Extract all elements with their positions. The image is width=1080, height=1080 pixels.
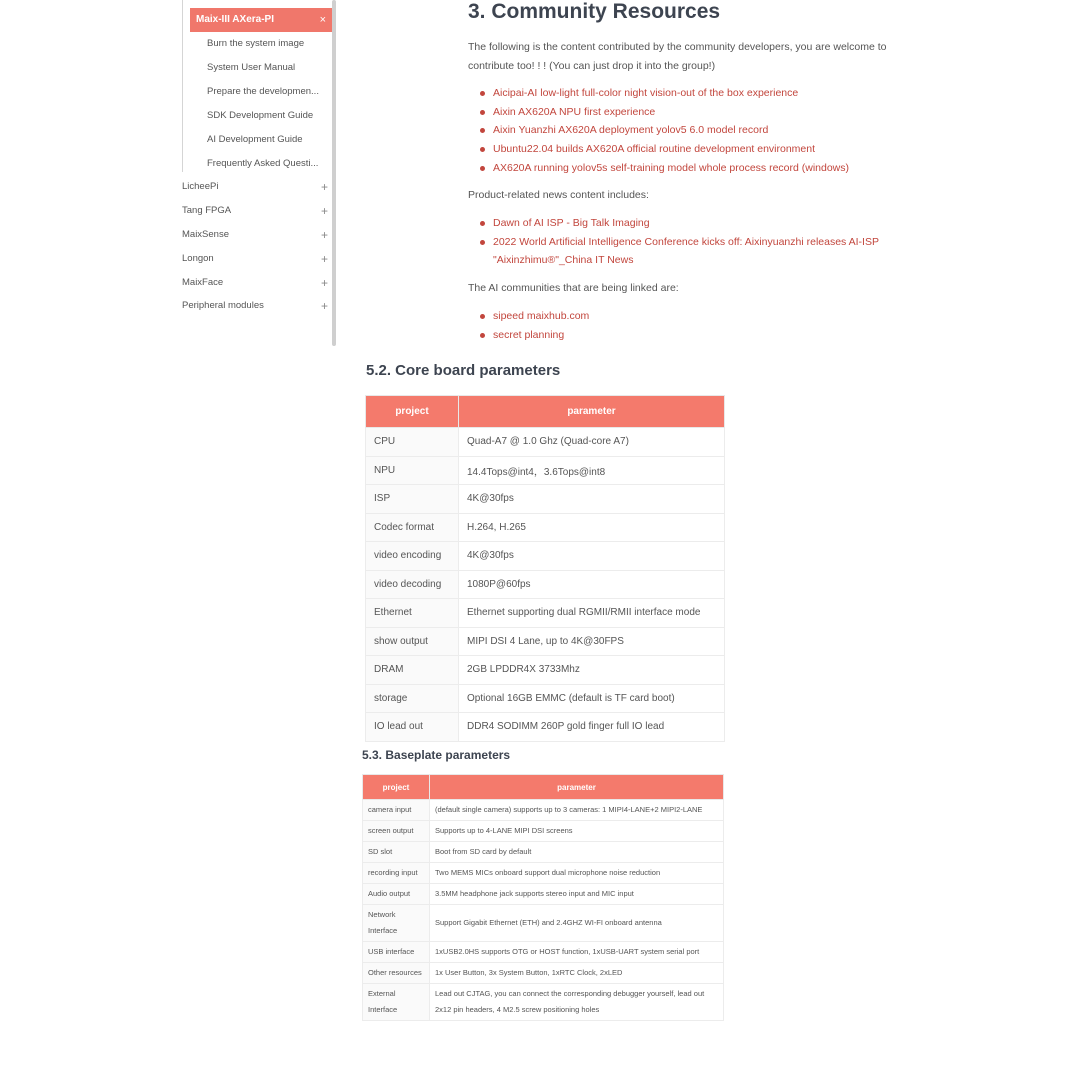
sidebar-subitem-user-manual[interactable]: System User Manual bbox=[207, 62, 296, 73]
table-cell-project: camera input bbox=[363, 800, 430, 821]
table-row bbox=[366, 542, 725, 571]
table-cell-project: Audio output bbox=[363, 884, 430, 905]
table-cell-parameter: Ethernet supporting dual RGMII/RMII interface mode bbox=[459, 599, 725, 628]
plus-icon[interactable]: + bbox=[320, 180, 328, 194]
sidebar-subitem-burn-image[interactable]: Burn the system image bbox=[207, 38, 305, 49]
sidebar-subitem-sdk-guide[interactable]: SDK Development Guide bbox=[207, 110, 314, 121]
table-row bbox=[363, 800, 724, 821]
section-title-community: 3. Community Resources bbox=[468, 0, 721, 23]
table-cell-parameter: 4K@30fps bbox=[459, 542, 725, 571]
ai-link-list bbox=[480, 307, 589, 344]
table-cell-parameter: Two MEMS MICs onboard support dual microphone noise reduction bbox=[430, 863, 724, 884]
sidebar-item-label: MaixFace bbox=[182, 277, 224, 288]
table-cell-project: USB interface bbox=[363, 942, 430, 963]
table-cell-parameter: Quad-A7 @ 1.0 Ghz (Quad-core A7) bbox=[459, 428, 725, 457]
table-cell-project: CPU bbox=[366, 428, 459, 457]
sidebar-item-maix-iii-axera-pi[interactable] bbox=[190, 8, 332, 32]
table-cell-project: ISP bbox=[366, 485, 459, 514]
table-cell-parameter: Support Gigabit Ethernet (ETH) and 2.4GHZ WI-FI onboard antenna bbox=[430, 905, 724, 942]
section-title-core-board: 5.2. Core board parameters bbox=[366, 362, 561, 379]
table-cell-parameter: Lead out CJTAG, you can connect the corresponding debugger yourself, lead out 2x12 pin headers, 4 M2.5 screw positioning holes bbox=[430, 984, 724, 1021]
table-cell-project: Codec format bbox=[366, 513, 459, 542]
column-header: parameter bbox=[459, 396, 725, 428]
plus-icon[interactable]: + bbox=[320, 299, 328, 313]
table-cell-project: screen output bbox=[363, 821, 430, 842]
table-row bbox=[366, 570, 725, 599]
table-cell-parameter: 1xUSB2.0HS supports OTG or HOST function, 1xUSB-UART system serial port bbox=[430, 942, 724, 963]
sidebar-item-peripheral-modules[interactable] bbox=[182, 300, 328, 311]
table-cell-parameter: Optional 16GB EMMC (default is TF card boot) bbox=[459, 684, 725, 713]
news-link-list bbox=[480, 214, 879, 270]
news-intro: Product-related news content includes: bbox=[468, 189, 649, 201]
ai-intro: The AI communities that are being linked are: bbox=[468, 282, 679, 294]
baseplate-table bbox=[362, 774, 724, 1021]
table-cell-parameter: H.264, H.265 bbox=[459, 513, 725, 542]
intro-line: The following is the content contributed by the community developers, you are welcome to bbox=[468, 41, 887, 53]
table-cell-parameter: 4K@30fps bbox=[459, 485, 725, 514]
table-row bbox=[363, 963, 724, 984]
table-cell-project: Network Interface bbox=[363, 905, 430, 942]
table-cell-parameter: 1080P@60fps bbox=[459, 570, 725, 599]
community-link[interactable]: Aicipai-AI low-light full-color night vision-out of the box experience bbox=[480, 84, 849, 103]
sidebar-item-label: LicheePi bbox=[182, 181, 219, 192]
community-link-list bbox=[480, 84, 849, 178]
column-header: project bbox=[366, 396, 459, 428]
ai-community-link[interactable]: secret planning bbox=[480, 326, 589, 345]
table-cell-parameter: MIPI DSI 4 Lane, up to 4K@30FPS bbox=[459, 627, 725, 656]
table-row bbox=[366, 456, 725, 485]
table-cell-parameter: DDR4 SODIMM 260P gold finger full IO lead bbox=[459, 713, 725, 742]
table-header-row bbox=[366, 396, 725, 428]
column-header: project bbox=[363, 775, 430, 800]
sidebar-item-label: Peripheral modules bbox=[182, 300, 264, 311]
plus-icon[interactable]: + bbox=[320, 228, 328, 242]
sidebar-item-longon[interactable] bbox=[182, 253, 328, 264]
table-row bbox=[363, 905, 724, 942]
table-cell-parameter: (default single camera) supports up to 3 cameras: 1 MIPI4-LANE+2 MIPI2-LANE bbox=[430, 800, 724, 821]
table-row bbox=[366, 513, 725, 542]
sidebar-nav bbox=[170, 0, 336, 346]
sidebar-item-licheepi[interactable] bbox=[182, 181, 328, 192]
core-board-table bbox=[365, 395, 725, 742]
table-row bbox=[366, 599, 725, 628]
table-cell-project: SD slot bbox=[363, 842, 430, 863]
table-row bbox=[366, 656, 725, 685]
sidebar-item-maixsense[interactable] bbox=[182, 229, 328, 240]
table-row bbox=[363, 842, 724, 863]
news-link-line: "Aixinzhimu®"_China IT News bbox=[493, 254, 634, 267]
plus-icon[interactable]: + bbox=[320, 252, 328, 266]
close-icon[interactable]: × bbox=[319, 14, 326, 26]
ai-community-link[interactable]: sipeed maixhub.com bbox=[480, 307, 589, 326]
table-row bbox=[363, 984, 724, 1021]
table-cell-project: Ethernet bbox=[366, 599, 459, 628]
sidebar-item-label: Tang FPGA bbox=[182, 205, 232, 216]
community-intro bbox=[468, 38, 886, 76]
table-row bbox=[366, 684, 725, 713]
table-row bbox=[366, 713, 725, 742]
sidebar-item-tang-fpga[interactable] bbox=[182, 205, 328, 216]
table-cell-project: DRAM bbox=[366, 656, 459, 685]
sidebar-subitem-faq[interactable]: Frequently Asked Questi... bbox=[207, 158, 319, 169]
news-link-line: 2022 World Artificial Intelligence Conference kicks off: Aixinyuanzhi releases AI-ISP bbox=[493, 235, 879, 248]
table-cell-project: video encoding bbox=[366, 542, 459, 571]
table-row bbox=[363, 884, 724, 905]
sidebar-item-label: Maix-III AXera-PI bbox=[196, 14, 274, 25]
sidebar-subitem-prepare-dev[interactable]: Prepare the developmen... bbox=[207, 86, 319, 97]
sidebar-item-label: MaixSense bbox=[182, 229, 229, 240]
community-link[interactable]: Aixin AX620A NPU first experience bbox=[480, 103, 849, 122]
intro-line: contribute too! ! ! (You can just drop it into the group!) bbox=[468, 60, 716, 72]
tree-guide-line bbox=[182, 0, 183, 172]
community-link[interactable]: Ubuntu22.04 builds AX620A official routine development environment bbox=[480, 140, 849, 159]
news-link[interactable] bbox=[480, 233, 879, 270]
table-row bbox=[366, 428, 725, 457]
table-cell-parameter: 1x User Button, 3x System Button, 1xRTC Clock, 2xLED bbox=[430, 963, 724, 984]
table-cell-parameter: 3.5MM headphone jack supports stereo input and MIC input bbox=[430, 884, 724, 905]
table-header-row bbox=[363, 775, 724, 800]
sidebar-subitem-ai-guide[interactable]: AI Development Guide bbox=[207, 134, 303, 145]
table-cell-project: recording input bbox=[363, 863, 430, 884]
news-link[interactable]: Dawn of AI ISP - Big Talk Imaging bbox=[480, 214, 879, 233]
table-cell-project: video decoding bbox=[366, 570, 459, 599]
table-row bbox=[366, 627, 725, 656]
community-link[interactable]: Aixin Yuanzhi AX620A deployment yolov5 6.0 model record bbox=[480, 121, 849, 140]
sidebar-item-label: Longon bbox=[182, 253, 214, 264]
sidebar-scrollbar[interactable] bbox=[332, 0, 336, 346]
table-cell-project: show output bbox=[366, 627, 459, 656]
plus-icon[interactable]: + bbox=[320, 204, 328, 218]
table-cell-parameter: Boot from SD card by default bbox=[430, 842, 724, 863]
table-cell-project: Other resources bbox=[363, 963, 430, 984]
table-row bbox=[363, 942, 724, 963]
table-row bbox=[366, 485, 725, 514]
table-cell-project: IO lead out bbox=[366, 713, 459, 742]
table-cell-project: NPU bbox=[366, 456, 459, 485]
table-cell-project: External Interface bbox=[363, 984, 430, 1021]
table-cell-project: storage bbox=[366, 684, 459, 713]
section-title-baseplate: 5.3. Baseplate parameters bbox=[362, 748, 511, 762]
column-header: parameter bbox=[430, 775, 724, 800]
plus-icon[interactable]: + bbox=[320, 276, 328, 290]
table-row bbox=[363, 863, 724, 884]
sidebar-item-maixface[interactable] bbox=[182, 277, 328, 288]
table-cell-parameter: 14.4Tops@int4，3.6Tops@int8 bbox=[459, 456, 725, 485]
table-cell-parameter: Supports up to 4-LANE MIPI DSI screens bbox=[430, 821, 724, 842]
community-link[interactable]: AX620A running yolov5s self-training model whole process record (windows) bbox=[480, 159, 849, 178]
table-cell-parameter: 2GB LPDDR4X 3733Mhz bbox=[459, 656, 725, 685]
table-row bbox=[363, 821, 724, 842]
